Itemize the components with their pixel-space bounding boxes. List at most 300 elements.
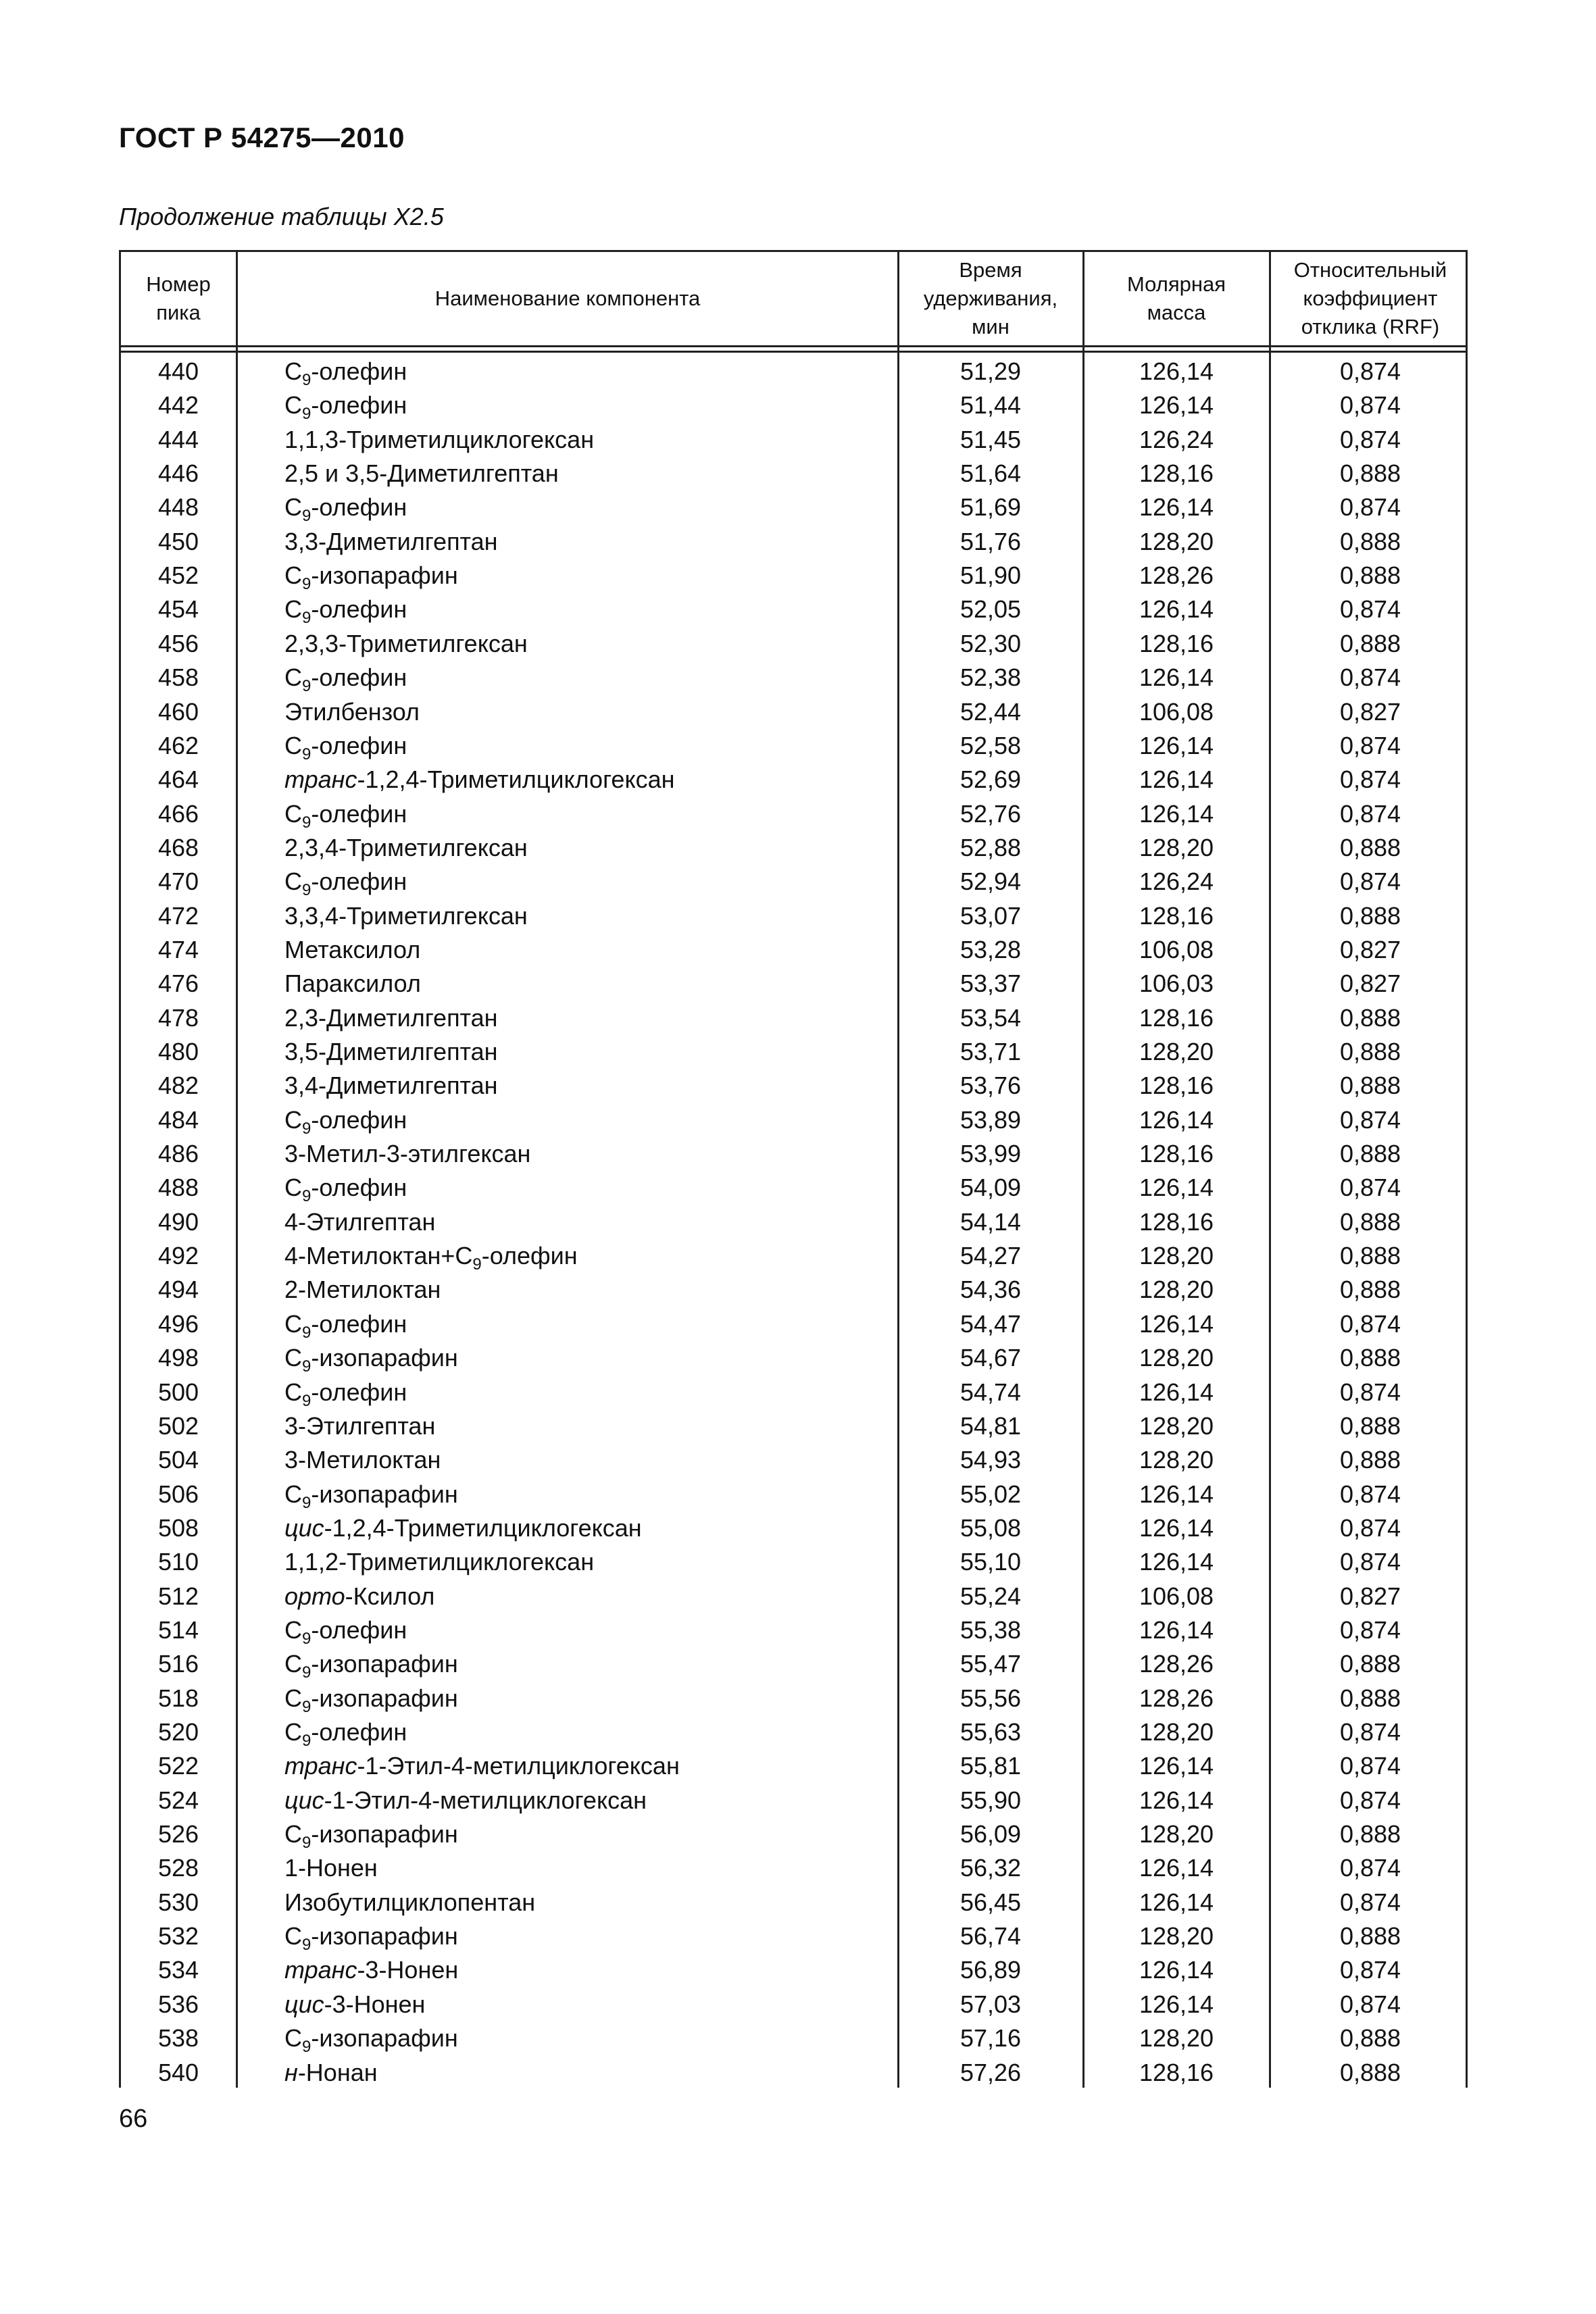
rrf-cell: 0,888 bbox=[1339, 1820, 1401, 1848]
molar-mass-cell: 126,24 bbox=[1139, 425, 1214, 453]
name-main: C bbox=[284, 1820, 302, 1848]
peak-number-cell: 518 bbox=[157, 1684, 199, 1712]
component-name-cell bbox=[284, 1511, 642, 1545]
name-main: C bbox=[284, 1344, 302, 1372]
molar-mass-cell: 128,16 bbox=[1139, 1003, 1214, 1032]
retention-time-cell: 55,81 bbox=[959, 1752, 1022, 1780]
peak-number-cell: 508 bbox=[157, 1513, 199, 1542]
name-italic: цис bbox=[284, 1990, 324, 2018]
rrf-cell: 0,888 bbox=[1339, 833, 1401, 861]
name-main: 2,3-Диметилгептан bbox=[284, 1003, 498, 1032]
name-suffix: -изопарафин bbox=[311, 1820, 458, 1848]
name-subscript: 9 bbox=[302, 1936, 311, 1955]
table-row bbox=[121, 2056, 1466, 2090]
table-row bbox=[121, 1647, 1466, 1681]
molar-mass-cell: 128,20 bbox=[1139, 1038, 1214, 1065]
retention-time-cell: 51,45 bbox=[959, 425, 1022, 453]
molar-mass-cell: 128,20 bbox=[1139, 1242, 1214, 1270]
component-name-cell bbox=[284, 865, 407, 899]
name-subscript: 9 bbox=[302, 371, 311, 389]
retention-time-cell: 53,07 bbox=[959, 901, 1022, 930]
component-name-cell bbox=[284, 1478, 458, 1511]
name-suffix: -изопарафин bbox=[311, 1650, 458, 1678]
component-name-cell bbox=[284, 525, 498, 559]
molar-mass-cell: 128,20 bbox=[1139, 833, 1214, 861]
name-main: C bbox=[284, 595, 302, 624]
retention-time-cell: 56,45 bbox=[959, 1888, 1022, 1916]
name-suffix: -олефин bbox=[311, 1309, 407, 1338]
retention-time-cell: 56,32 bbox=[959, 1854, 1022, 1882]
rrf-cell: 0,888 bbox=[1339, 2024, 1401, 2053]
molar-mass-cell: 128,20 bbox=[1139, 1718, 1214, 1746]
rrf-cell: 0,827 bbox=[1339, 935, 1401, 963]
table-row bbox=[121, 1409, 1466, 1443]
name-main: C bbox=[284, 799, 302, 828]
peak-number-cell: 464 bbox=[157, 765, 199, 794]
retention-time-cell: 51,44 bbox=[959, 391, 1022, 420]
retention-time-cell: 55,56 bbox=[959, 1684, 1022, 1712]
name-main: C bbox=[284, 2024, 302, 2053]
peak-number-cell: 496 bbox=[157, 1309, 199, 1338]
retention-time-cell: 56,09 bbox=[959, 1820, 1022, 1848]
name-italic: орто bbox=[284, 1582, 345, 1610]
table-row bbox=[121, 1682, 1466, 1715]
retention-time-cell: 54,67 bbox=[959, 1344, 1022, 1372]
peak-number-cell: 446 bbox=[157, 459, 199, 488]
name-suffix: -изопарафин bbox=[311, 561, 458, 590]
name-suffix: -олефин bbox=[311, 1174, 407, 1202]
rrf-cell: 0,874 bbox=[1339, 1752, 1401, 1780]
rrf-cell: 0,888 bbox=[1339, 901, 1401, 930]
rrf-cell: 0,874 bbox=[1339, 1615, 1401, 1644]
molar-mass-cell: 126,14 bbox=[1139, 1174, 1214, 1202]
table-row bbox=[121, 967, 1466, 1001]
retention-time-cell: 55,02 bbox=[959, 1480, 1022, 1508]
table-row bbox=[121, 1443, 1466, 1477]
peak-number-cell: 452 bbox=[157, 561, 199, 590]
table-row bbox=[121, 1171, 1466, 1205]
name-subscript: 9 bbox=[302, 1187, 311, 1206]
molar-mass-cell: 128,20 bbox=[1139, 1344, 1214, 1372]
table-row bbox=[121, 1886, 1466, 1919]
molar-mass-cell: 126,14 bbox=[1139, 391, 1214, 420]
table-row bbox=[121, 1613, 1466, 1647]
rrf-cell: 0,874 bbox=[1339, 1309, 1401, 1338]
name-subscript: 9 bbox=[302, 1697, 311, 1716]
name-main: 1,1,2-Триметилциклогексан bbox=[284, 1548, 595, 1576]
peak-number-cell: 524 bbox=[157, 1786, 199, 1814]
name-suffix: -олефин bbox=[311, 1718, 407, 1746]
peak-number-cell: 484 bbox=[157, 1105, 199, 1134]
molar-mass-cell: 126,14 bbox=[1139, 1615, 1214, 1644]
name-main: C bbox=[284, 357, 302, 385]
molar-mass-cell: 106,08 bbox=[1139, 1582, 1214, 1610]
name-suffix: -олефин bbox=[311, 493, 407, 522]
peak-number-cell: 528 bbox=[157, 1854, 199, 1882]
name-subscript: 9 bbox=[302, 405, 311, 424]
component-name-cell bbox=[284, 1409, 435, 1443]
table-row bbox=[121, 865, 1466, 899]
peak-number-cell: 442 bbox=[157, 391, 199, 420]
molar-mass-cell: 126,14 bbox=[1139, 1309, 1214, 1338]
name-italic: транс bbox=[284, 1752, 357, 1780]
molar-mass-cell: 128,20 bbox=[1139, 1446, 1214, 1474]
rrf-cell: 0,874 bbox=[1339, 1548, 1401, 1576]
component-name-cell bbox=[284, 797, 407, 831]
name-subscript: 9 bbox=[302, 1493, 311, 1512]
name-subscript: 9 bbox=[302, 1391, 311, 1410]
rrf-cell: 0,874 bbox=[1339, 663, 1401, 692]
table-row bbox=[121, 1749, 1466, 1783]
component-name-cell bbox=[284, 1817, 458, 1851]
table-row bbox=[121, 763, 1466, 797]
component-name-cell bbox=[284, 1273, 441, 1307]
name-main: C bbox=[284, 1684, 302, 1712]
molar-mass-cell: 128,16 bbox=[1139, 1207, 1214, 1236]
rrf-cell: 0,874 bbox=[1339, 799, 1401, 828]
name-main: C bbox=[284, 391, 302, 420]
name-subscript: 9 bbox=[302, 1323, 311, 1342]
name-main: Метаксилол bbox=[284, 935, 421, 963]
name-main: -1,2,4-Триметилциклогексан bbox=[324, 1513, 642, 1542]
name-main: -1-Этил-4-метилциклогексан bbox=[357, 1752, 680, 1780]
name-subscript: 9 bbox=[302, 609, 311, 628]
molar-mass-cell: 126,24 bbox=[1139, 867, 1214, 896]
component-name-cell bbox=[284, 763, 675, 797]
table-row bbox=[121, 1307, 1466, 1341]
peak-number-cell: 512 bbox=[157, 1582, 199, 1610]
name-suffix: -изопарафин bbox=[311, 1922, 458, 1951]
peak-number-cell: 514 bbox=[157, 1615, 199, 1644]
name-main: 1,1,3-Триметилциклогексан bbox=[284, 425, 595, 453]
table-row bbox=[121, 899, 1466, 933]
rrf-cell: 0,874 bbox=[1339, 1990, 1401, 2018]
table-row bbox=[121, 423, 1466, 457]
name-main: C bbox=[284, 1105, 302, 1134]
retention-time-cell: 52,88 bbox=[959, 833, 1022, 861]
peak-number-cell: 494 bbox=[157, 1276, 199, 1304]
table-row bbox=[121, 1205, 1466, 1239]
rrf-cell: 0,874 bbox=[1339, 595, 1401, 624]
header-peak-number: Номер пика bbox=[146, 272, 211, 324]
retention-time-cell: 53,76 bbox=[959, 1072, 1022, 1100]
name-main: 3-Метил-3-этилгексан bbox=[284, 1140, 531, 1168]
molar-mass-cell: 128,26 bbox=[1139, 561, 1214, 590]
document-id: ГОСТ Р 54275—2010 bbox=[119, 122, 405, 153]
name-main: C bbox=[284, 1378, 302, 1406]
name-main: 3,4-Диметилгептан bbox=[284, 1072, 498, 1100]
peak-number-cell: 526 bbox=[157, 1820, 199, 1848]
molar-mass-cell: 126,14 bbox=[1139, 1548, 1214, 1576]
peak-number-cell: 536 bbox=[157, 1990, 199, 2018]
retention-time-cell: 51,64 bbox=[959, 459, 1022, 488]
rrf-cell: 0,888 bbox=[1339, 1446, 1401, 1474]
table-row bbox=[121, 729, 1466, 763]
table-row bbox=[121, 1376, 1466, 1409]
component-name-cell bbox=[284, 933, 420, 967]
table-row bbox=[121, 1511, 1466, 1545]
component-name-cell bbox=[284, 457, 559, 491]
molar-mass-cell: 126,14 bbox=[1139, 1888, 1214, 1916]
peak-number-cell: 482 bbox=[157, 1072, 199, 1100]
name-subscript: 9 bbox=[302, 1834, 311, 1853]
name-main: C bbox=[284, 1309, 302, 1338]
retention-time-cell: 57,16 bbox=[959, 2024, 1022, 2053]
name-italic: цис bbox=[284, 1513, 324, 1542]
peak-number-cell: 480 bbox=[157, 1038, 199, 1065]
retention-time-cell: 54,47 bbox=[959, 1309, 1022, 1338]
component-name-cell bbox=[284, 1919, 458, 1953]
name-main: C bbox=[284, 1922, 302, 1951]
retention-time-cell: 53,37 bbox=[959, 970, 1022, 998]
peak-number-cell: 540 bbox=[157, 2058, 199, 2086]
molar-mass-cell: 128,16 bbox=[1139, 459, 1214, 488]
table-row bbox=[121, 1035, 1466, 1069]
rrf-cell: 0,874 bbox=[1339, 867, 1401, 896]
peak-number-cell: 500 bbox=[157, 1378, 199, 1406]
molar-mass-cell: 128,20 bbox=[1139, 1276, 1214, 1304]
rrf-cell: 0,888 bbox=[1339, 1276, 1401, 1304]
table-row bbox=[121, 1580, 1466, 1613]
peak-number-cell: 492 bbox=[157, 1242, 199, 1270]
component-name-cell bbox=[284, 1239, 578, 1273]
component-name-cell bbox=[284, 2021, 458, 2055]
peak-number-cell: 474 bbox=[157, 935, 199, 963]
component-name-cell bbox=[284, 355, 407, 388]
name-main: 2,5 и 3,5-Диметилгептан bbox=[284, 459, 559, 488]
retention-time-cell: 57,26 bbox=[959, 2058, 1022, 2086]
name-subscript: 9 bbox=[302, 507, 311, 526]
retention-time-cell: 53,54 bbox=[959, 1003, 1022, 1032]
header-component-name: Наименование компонента bbox=[434, 286, 701, 310]
table-row bbox=[121, 355, 1466, 388]
name-main: 3,3-Диметилгептан bbox=[284, 527, 498, 555]
name-main: C bbox=[284, 663, 302, 692]
rrf-cell: 0,888 bbox=[1339, 1922, 1401, 1951]
molar-mass-cell: 126,14 bbox=[1139, 1513, 1214, 1542]
name-subscript: 9 bbox=[302, 575, 311, 594]
rrf-cell: 0,888 bbox=[1339, 1411, 1401, 1440]
molar-mass-cell: 106,03 bbox=[1139, 970, 1214, 998]
rrf-cell: 0,874 bbox=[1339, 1105, 1401, 1134]
table-row bbox=[121, 661, 1466, 695]
name-suffix: -олефин bbox=[311, 357, 407, 385]
name-suffix: -олефин bbox=[311, 1105, 407, 1134]
retention-time-cell: 51,69 bbox=[959, 493, 1022, 522]
table-row bbox=[121, 1001, 1466, 1035]
rrf-cell: 0,888 bbox=[1339, 1242, 1401, 1270]
retention-time-cell: 52,69 bbox=[959, 765, 1022, 794]
table-row bbox=[121, 1341, 1466, 1375]
table-row bbox=[121, 1273, 1466, 1307]
retention-time-cell: 54,74 bbox=[959, 1378, 1022, 1406]
peak-number-cell: 454 bbox=[157, 595, 199, 624]
retention-time-cell: 55,38 bbox=[959, 1615, 1022, 1644]
table-row bbox=[121, 1137, 1466, 1171]
rrf-cell: 0,827 bbox=[1339, 697, 1401, 726]
name-main: -3-Нонен bbox=[357, 1956, 459, 1984]
table-row bbox=[121, 593, 1466, 626]
retention-time-cell: 53,28 bbox=[959, 935, 1022, 963]
name-suffix: -олефин bbox=[311, 1615, 407, 1644]
component-name-cell bbox=[284, 1341, 458, 1375]
name-main: 2,3,4-Триметилгексан bbox=[284, 833, 528, 861]
peak-number-cell: 470 bbox=[157, 867, 199, 896]
component-name-cell bbox=[284, 593, 407, 626]
component-name-cell bbox=[284, 1376, 407, 1409]
peak-number-cell: 502 bbox=[157, 1411, 199, 1440]
data-table bbox=[119, 250, 1468, 2088]
peak-number-cell: 504 bbox=[157, 1446, 199, 1474]
rrf-cell: 0,874 bbox=[1339, 765, 1401, 794]
rrf-cell: 0,874 bbox=[1339, 357, 1401, 385]
table-row bbox=[121, 1851, 1466, 1885]
rrf-cell: 0,888 bbox=[1339, 1684, 1401, 1712]
name-suffix: -олефин bbox=[481, 1242, 578, 1270]
name-main: 1-Нонен bbox=[284, 1854, 378, 1882]
molar-mass-cell: 128,16 bbox=[1139, 629, 1214, 657]
name-prefix: 4-Метилоктан+ bbox=[284, 1242, 455, 1270]
rrf-cell: 0,888 bbox=[1339, 1140, 1401, 1168]
rrf-cell: 0,874 bbox=[1339, 493, 1401, 522]
molar-mass-cell: 126,14 bbox=[1139, 1786, 1214, 1814]
name-main: 3-Этилгептан bbox=[284, 1411, 436, 1440]
name-suffix: -олефин bbox=[311, 663, 407, 692]
table-row bbox=[121, 1988, 1466, 2021]
table-row bbox=[121, 1784, 1466, 1817]
molar-mass-cell: 126,14 bbox=[1139, 1378, 1214, 1406]
retention-time-cell: 55,10 bbox=[959, 1548, 1022, 1576]
header-divider-double bbox=[121, 351, 1466, 353]
rrf-cell: 0,874 bbox=[1339, 1513, 1401, 1542]
component-name-cell bbox=[284, 1647, 458, 1681]
name-main: C bbox=[284, 1174, 302, 1202]
molar-mass-cell: 128,20 bbox=[1139, 1411, 1214, 1440]
name-main: C bbox=[284, 1480, 302, 1508]
retention-time-cell: 54,27 bbox=[959, 1242, 1022, 1270]
name-main: C bbox=[284, 1615, 302, 1644]
name-main: C bbox=[284, 1718, 302, 1746]
peak-number-cell: 466 bbox=[157, 799, 199, 828]
table-row bbox=[121, 1919, 1466, 1953]
molar-mass-cell: 126,14 bbox=[1139, 493, 1214, 522]
retention-time-cell: 52,30 bbox=[959, 629, 1022, 657]
retention-time-cell: 53,71 bbox=[959, 1038, 1022, 1065]
name-subscript: 9 bbox=[302, 881, 311, 900]
table-row bbox=[121, 388, 1466, 422]
molar-mass-cell: 126,14 bbox=[1139, 765, 1214, 794]
retention-time-cell: 53,89 bbox=[959, 1105, 1022, 1134]
component-name-cell bbox=[284, 2056, 378, 2090]
retention-time-cell: 54,93 bbox=[959, 1446, 1022, 1474]
rrf-cell: 0,888 bbox=[1339, 1072, 1401, 1100]
retention-time-cell: 56,89 bbox=[959, 1956, 1022, 1984]
retention-time-cell: 54,14 bbox=[959, 1207, 1022, 1236]
peak-number-cell: 538 bbox=[157, 2024, 199, 2053]
name-main: Параксилол bbox=[284, 970, 421, 998]
name-main: -1-Этил-4-метилциклогексан bbox=[324, 1786, 647, 1814]
retention-time-cell: 56,74 bbox=[959, 1922, 1022, 1951]
retention-time-cell: 54,09 bbox=[959, 1174, 1022, 1202]
retention-time-cell: 52,44 bbox=[959, 697, 1022, 726]
peak-number-cell: 460 bbox=[157, 697, 199, 726]
peak-number-cell: 450 bbox=[157, 527, 199, 555]
component-name-cell bbox=[284, 967, 421, 1001]
table-row bbox=[121, 1239, 1466, 1273]
table-row bbox=[121, 695, 1466, 729]
retention-time-cell: 55,47 bbox=[959, 1650, 1022, 1678]
name-subscript: 9 bbox=[302, 1119, 311, 1138]
name-subscript: 9 bbox=[302, 677, 311, 696]
table-row bbox=[121, 1953, 1466, 1987]
peak-number-cell: 498 bbox=[157, 1344, 199, 1372]
table-row bbox=[121, 627, 1466, 661]
component-name-cell bbox=[284, 1001, 498, 1035]
name-suffix: -олефин bbox=[311, 731, 407, 759]
component-name-cell bbox=[284, 1069, 498, 1103]
name-main: 2,3,3-Триметилгексан bbox=[284, 629, 528, 657]
name-suffix: -олефин bbox=[311, 391, 407, 420]
component-name-cell bbox=[284, 661, 407, 695]
molar-mass-cell: 126,14 bbox=[1139, 1752, 1214, 1780]
molar-mass-cell: 126,14 bbox=[1139, 731, 1214, 759]
name-suffix: -изопарафин bbox=[311, 1684, 458, 1712]
name-main: -1,2,4-Триметилциклогексан bbox=[357, 765, 675, 794]
retention-time-cell: 52,38 bbox=[959, 663, 1022, 692]
name-main: C bbox=[284, 493, 302, 522]
peak-number-cell: 506 bbox=[157, 1480, 199, 1508]
rrf-cell: 0,888 bbox=[1339, 459, 1401, 488]
retention-time-cell: 55,63 bbox=[959, 1718, 1022, 1746]
molar-mass-cell: 106,08 bbox=[1139, 935, 1214, 963]
molar-mass-cell: 128,20 bbox=[1139, 1922, 1214, 1951]
molar-mass-cell: 126,14 bbox=[1139, 799, 1214, 828]
name-main: 2-Метилоктан bbox=[284, 1276, 441, 1304]
name-suffix: -изопарафин bbox=[311, 1480, 458, 1508]
rrf-cell: 0,888 bbox=[1339, 1038, 1401, 1065]
name-main: C bbox=[284, 561, 302, 590]
rrf-cell: 0,874 bbox=[1339, 1378, 1401, 1406]
molar-mass-cell: 128,20 bbox=[1139, 527, 1214, 555]
table-header bbox=[121, 252, 1466, 345]
component-name-cell bbox=[284, 627, 528, 661]
name-suffix: -изопарафин bbox=[311, 2024, 458, 2053]
name-subscript: 9 bbox=[302, 1629, 311, 1648]
rrf-cell: 0,874 bbox=[1339, 1174, 1401, 1202]
name-subscript: 9 bbox=[302, 1357, 311, 1376]
molar-mass-cell: 126,14 bbox=[1139, 663, 1214, 692]
name-main: Изобутилциклопентан bbox=[284, 1888, 536, 1916]
molar-mass-cell: 128,16 bbox=[1139, 2058, 1214, 2086]
component-name-cell bbox=[284, 1171, 407, 1205]
header-molar-mass: Молярная масса bbox=[1127, 272, 1226, 324]
peak-number-cell: 456 bbox=[157, 629, 199, 657]
name-subscript: 9 bbox=[302, 813, 311, 832]
name-main: -Нонан bbox=[297, 2058, 378, 2086]
component-name-cell bbox=[284, 1749, 680, 1783]
name-subscript: 9 bbox=[302, 1663, 311, 1682]
component-name-cell bbox=[284, 1035, 498, 1069]
molar-mass-cell: 128,26 bbox=[1139, 1684, 1214, 1712]
component-name-cell bbox=[284, 1851, 378, 1885]
retention-time-cell: 54,81 bbox=[959, 1411, 1022, 1440]
component-name-cell bbox=[284, 1988, 425, 2021]
molar-mass-cell: 128,26 bbox=[1139, 1650, 1214, 1678]
peak-number-cell: 520 bbox=[157, 1718, 199, 1746]
rrf-cell: 0,874 bbox=[1339, 1854, 1401, 1882]
table-row bbox=[121, 457, 1466, 491]
name-main: 3,5-Диметилгептан bbox=[284, 1038, 498, 1065]
